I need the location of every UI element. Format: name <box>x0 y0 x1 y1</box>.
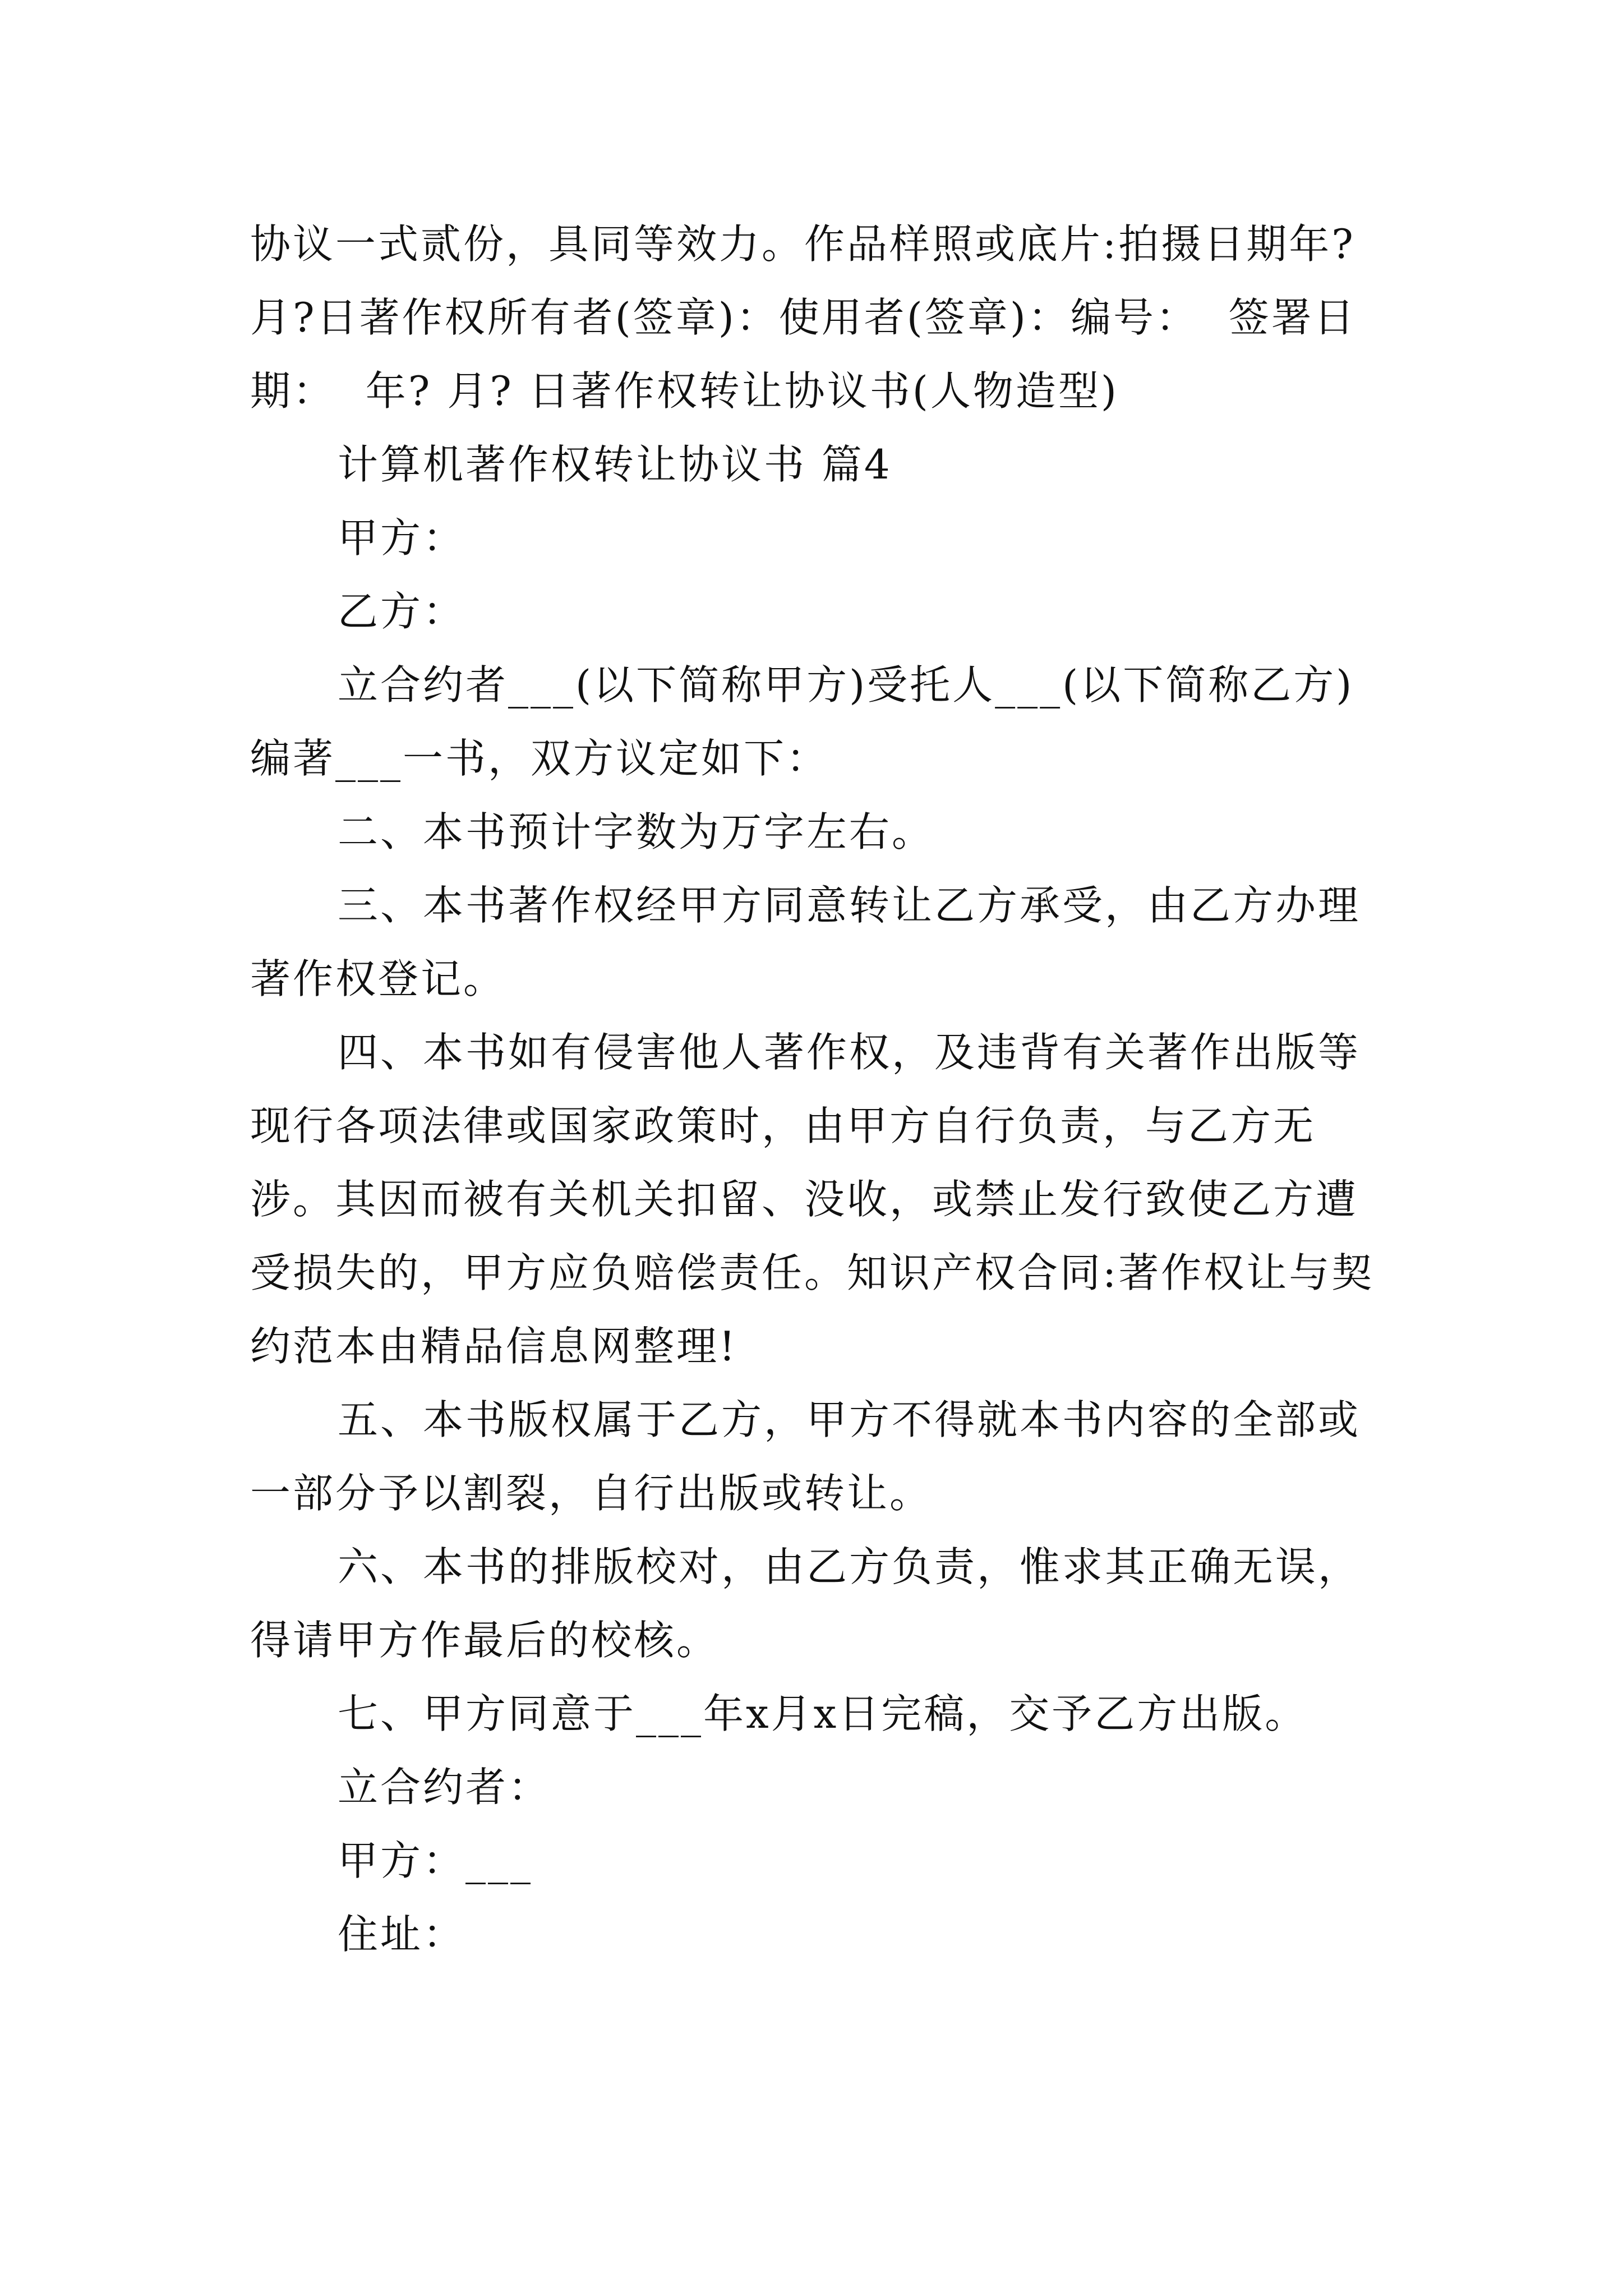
party-a-signature-line: 甲方：___ <box>338 1837 533 1884</box>
clause-2: 二、本书预计字数为万字左右。 <box>338 808 935 855</box>
paragraph-preamble: 立合约者___(以下简称甲方)受托人___(以下简称乙方)编著___一书，双方议定如下： <box>250 661 1354 782</box>
clause-4: 四、本书如有侵害他人著作权，及违背有关著作出版等现行各项法律或国家政策时，由甲方自行负责，与乙方无涉。其因而被有关机关扣留、没收，或禁止发行致使乙方遭受损失的，甲方应负赔偿责任。知识产权合同:著作权让与契约范本由精品信息网整理! <box>250 1029 1375 1370</box>
signatories-label: 立合约者： <box>338 1764 551 1811</box>
address-label: 住址： <box>338 1911 466 1958</box>
paragraph-agreement-copies: 协议一式贰份，具同等效力。作品样照或底片:拍摄日期年?月?日著作权所有者(签章)：使用者(签章)：编号： 签署日期： 年? 月? 日著作权转让协议书(人物造型) <box>250 220 1357 415</box>
clause-3: 三、本书著作权经甲方同意转让乙方承受，由乙方办理著作权登记。 <box>250 882 1361 1002</box>
section-heading: 计算机著作权转让协议书 篇4 <box>338 441 892 488</box>
document-body <box>250 208 1394 1971</box>
clause-5: 五、本书版权属于乙方，甲方不得就本书内容的全部或一部分予以割裂，自行出版或转让。 <box>250 1396 1361 1517</box>
party-b-label: 乙方： <box>338 588 466 635</box>
clause-6: 六、本书的排版校对，由乙方负责，惟求其正确无误，得请甲方作最后的校核。 <box>250 1543 1361 1664</box>
clause-7: 七、甲方同意于___年x月x日完稿，交予乙方出版。 <box>338 1690 1308 1737</box>
party-a-label: 甲方： <box>338 514 466 562</box>
